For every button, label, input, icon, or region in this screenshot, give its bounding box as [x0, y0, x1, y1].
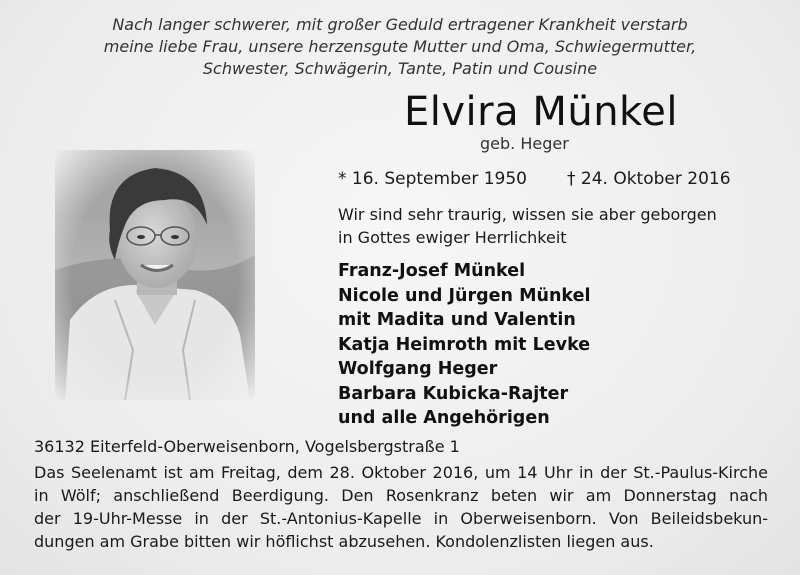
mourner-entry: Wolfgang Heger [338, 359, 498, 379]
birth-date: * 16. September 1950 [338, 169, 527, 189]
notice-line: dungen am Grabe bitten wir höflichst abzusehen. Kondolenzlisten liegen aus. [34, 532, 654, 551]
life-dates [338, 168, 731, 190]
intro-line: Schwester, Schwägerin, Tante, Patin und Cousine [202, 59, 598, 78]
mourner-entry: Franz-Josef Münkel [338, 261, 526, 281]
notice-line: in Wölf; anschließend Beerdigung. Den Rosenkranz beten wir am Donnerstag nach [34, 486, 768, 505]
mourners-list [338, 259, 590, 431]
intro-text [0, 14, 800, 80]
mourner-entry: Nicole und Jürgen Münkel [338, 285, 591, 306]
funeral-notice [34, 461, 768, 553]
condolence-quote [338, 203, 717, 249]
portrait-photo [55, 150, 255, 400]
quote-line: in Gottes ewiger Herrlichkeit [338, 228, 567, 247]
portrait-illustration [55, 150, 255, 400]
deceased-name: Elvira Münkel [404, 89, 679, 135]
mourner-entry: und alle Angehörigen [338, 408, 550, 428]
quote-line: Wir sind sehr traurig, wissen sie aber geborgen [338, 205, 717, 224]
intro-line: Nach langer schwerer, mit großer Geduld ertragener Krankheit verstarb [112, 15, 688, 34]
mourner-entry: Katja Heimroth mit Levke [338, 334, 591, 355]
mourner-entry: Barbara Kubicka-Rajter [338, 383, 569, 404]
notice-line: der 19-Uhr-Messe in der St.-Antonius-Kapelle in Oberweisenborn. Von Beileidsbekun- [34, 509, 768, 528]
address: 36132 Eiterfeld-Oberweisenborn, Vogelsbergstraße 1 [34, 437, 460, 456]
intro-line: meine liebe Frau, unsere herzensgute Mutter und Oma, Schwiegermutter, [103, 37, 697, 56]
mourner-entry: mit Madita und Valentin [338, 310, 576, 330]
death-date: † 24. Oktober 2016 [566, 169, 731, 189]
maiden-name: geb. Heger [480, 134, 569, 153]
notice-line: Das Seelenamt ist am Freitag, dem 28. Oktober 2016, um 14 Uhr in der St.-Paulus-Kirche [34, 463, 768, 482]
